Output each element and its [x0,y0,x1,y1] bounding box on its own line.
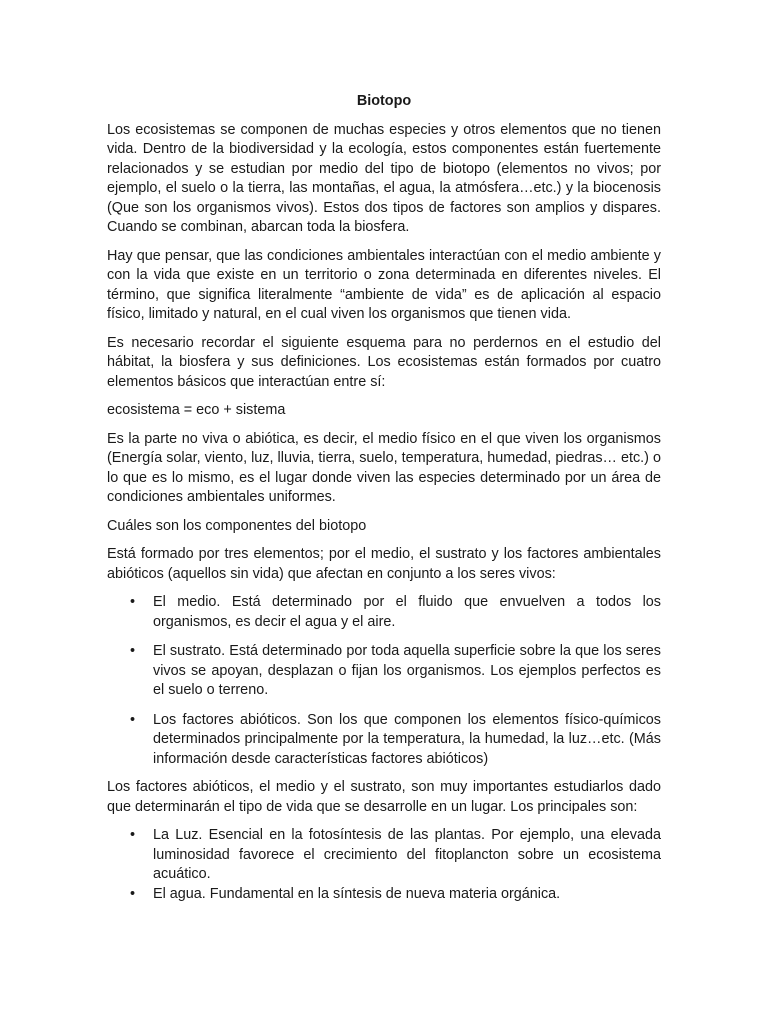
list-item-text: El sustrato. Está determinado por toda aquella superficie sobre la que los seres vivos se apoyan, desplazan o fijan los organismos. Los ejemplos perfectos es el suelo o terreno. [153,643,661,698]
paragraph-formed-by: Está formado por tres elementos; por el medio, el sustrato y los factores ambientales abióticos (aquellos sin vida) que afectan en conjunto a los seres vivos: [107,546,661,582]
bullet-icon: • [130,885,136,902]
list-item [130,642,661,701]
paragraph-conditions: Hay que pensar, que las condiciones ambientales interactúan con el medio ambiente y con la vida que existe en un territorio o zona determinada en diferentes niveles. El término, que significa literalmente “ambiente de vida” es de aplicación al espacio físico, limitado y natural, en el cual viven los organismos que tienen vida. [107,247,661,322]
paragraph-intro: Los ecosistemas se componen de muchas especies y otros elementos que no tienen vida. Dentro de la biodiversidad y la ecología, estos componentes están fuertemente relacionados y se estudian por medio del tipo de biotopo (elementos no vivos; por ejemplo, el suelo o la tierra, las montañas, el agua, la atmósfera…etc.) y la biocenosis (Que son los organismos vivos). Estos dos tipos de factores son amplios y dispares. Cuando se combinan, abarcan toda la biosfera. [107,121,661,235]
list-item-text: El agua. Fundamental en la síntesis de nueva materia orgánica. [153,885,561,902]
list-item [130,593,661,632]
paragraph-abiotic-factors: Los factores abióticos, el medio y el sustrato, son muy importantes estudiarlos dado que determinarán el tipo de vida que se desarrolle en un lugar. Los principales son: [107,779,661,815]
factors-list [107,826,661,904]
list-item-text: La Luz. Esencial en la fotosíntesis de las plantas. Por ejemplo, una elevada luminosidad favorece el crecimiento del fitoplancton sobre un ecosistema acuático. [153,827,661,882]
list-item [130,711,661,770]
bullet-icon: • [130,643,136,659]
bullet-icon: • [130,594,136,610]
bullet-icon: • [130,711,136,728]
bullet-icon: • [130,827,136,843]
components-list [107,593,661,769]
list-item [130,885,661,905]
paragraph-components-heading: Cuáles son los componentes del biotopo [107,517,367,534]
paragraph-scheme: Es necesario recordar el siguiente esquema para no perdernos en el estudio del hábitat, la biosfera y sus definiciones. Los ecosistemas están formados por cuatro elementos básicos que interactúan entre sí: [107,334,661,390]
paragraph-formula: ecosistema = eco + sistema [107,402,286,418]
document-page [107,92,661,913]
document-title: Biotopo [356,93,412,109]
list-item-text: El medio. Está determinado por el fluido que envuelven a todos los organismos, es decir el agua y el aire. [153,594,661,630]
paragraph-abiotic-part: Es la parte no viva o abiótica, es decir, el medio físico en el que viven los organismos (Energía solar, viento, luz, lluvia, tierra, suelo, temperatura, humedad, piedras… etc.) o lo que es lo mismo, es el lugar donde viven las especies determinado por un área de condiciones ambientales uniformes. [107,430,661,505]
list-item [130,826,661,885]
list-item-text: Los factores abióticos. Son los que componen los elementos físico-químicos determinados principalmente por la temperatura, la humedad, la luz…etc. (Más información desde características factores abióticos) [153,711,661,767]
